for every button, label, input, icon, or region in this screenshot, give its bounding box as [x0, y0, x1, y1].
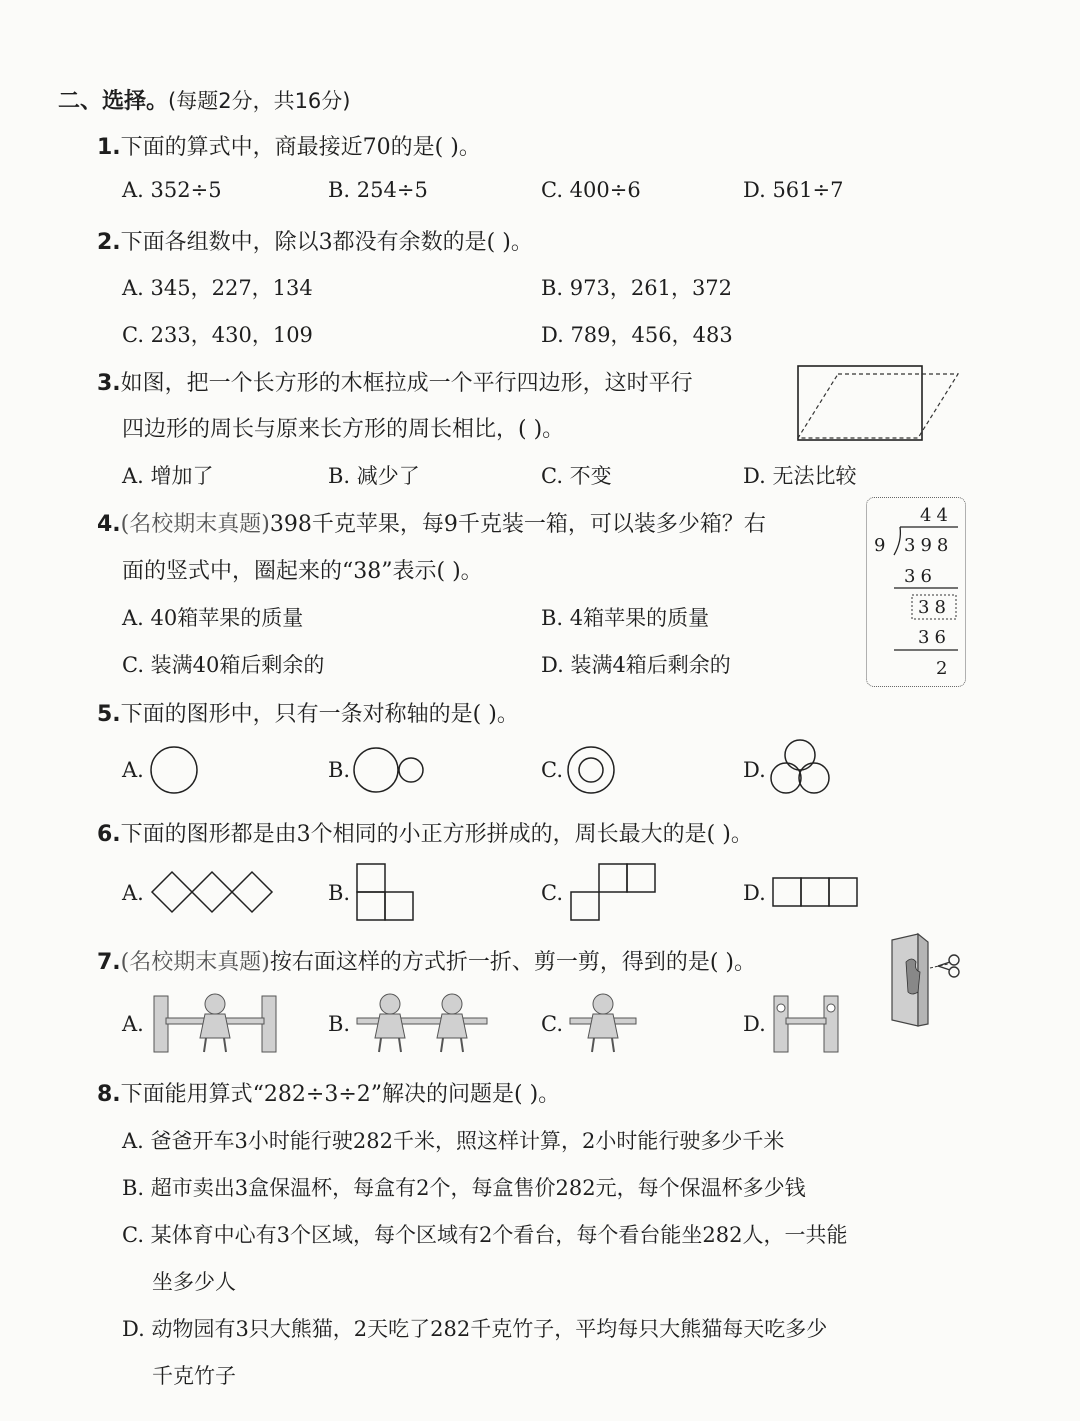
- question-text-line1: 如图，把一个长方形的木框拉成一个平行四边形，这时平行: [120, 371, 693, 396]
- source-tag: (名校期末真题): [120, 950, 270, 975]
- question-3: [97, 366, 693, 397]
- question-text-line2: 面的竖式中，圈起来的“38”表示( )。: [122, 559, 483, 584]
- section-title: 二、选择。: [58, 89, 169, 114]
- q5-option-d[interactable]: D.: [743, 758, 766, 782]
- question-4: [97, 507, 766, 538]
- question-text: 下面的算式中，商最接近70的是( )。: [120, 135, 481, 160]
- three-circles-figure: [770, 738, 832, 800]
- row-squares-figure: [771, 876, 861, 910]
- q8-option-c-continued: 坐多少人: [152, 1270, 236, 1294]
- division-remainder: 2: [936, 658, 948, 679]
- question-text: 按右面这样的方式折一折、剪一剪，得到的是( )。: [269, 950, 757, 975]
- q3-option-b[interactable]: B. 减少了: [328, 464, 420, 488]
- q6-option-c[interactable]: C.: [541, 881, 563, 905]
- q7-option-b[interactable]: B.: [328, 1012, 351, 1036]
- q4-option-a[interactable]: A. 40箱苹果的质量: [122, 606, 304, 630]
- question-6: [97, 817, 753, 848]
- folded-paper-scissors-figure: [888, 932, 968, 1032]
- q8-option-a[interactable]: A. 爸爸开车3小时能行驶282千米，照这样计算，2小时能行驶多少千米: [122, 1129, 785, 1153]
- division-divisor: 9: [874, 535, 886, 556]
- two-circles-figure: [352, 745, 432, 795]
- q7-option-d[interactable]: D.: [743, 1012, 766, 1036]
- q4-option-b[interactable]: B. 4箱苹果的质量: [541, 606, 710, 630]
- question-number: 8.: [97, 1082, 121, 1107]
- q8-option-d-continued: 千克竹子: [152, 1364, 236, 1388]
- question-number: 2.: [97, 230, 121, 255]
- step-squares-figure: [569, 862, 659, 922]
- rectangle-parallelogram-figure: [790, 362, 965, 444]
- question-5: [97, 697, 519, 728]
- q8-option-d[interactable]: D. 动物园有3只大熊猫，2天吃了282千克竹子，平均每只大熊猫每天吃多少: [122, 1317, 828, 1341]
- section-note: (每题2分，共16分): [168, 89, 351, 113]
- q1-option-c[interactable]: C. 400÷6: [541, 178, 641, 202]
- q1-option-b[interactable]: B. 254÷5: [328, 178, 428, 202]
- q8-option-b[interactable]: B. 超市卖出3盒保温杯，每盒有2个，每盒售价282元，每个保温杯多少钱: [122, 1176, 806, 1200]
- q2-option-c[interactable]: C. 233，430，109: [122, 323, 313, 347]
- q6-option-a[interactable]: A.: [122, 881, 144, 905]
- q7-option-c[interactable]: C.: [541, 1012, 563, 1036]
- division-quotient: 44: [920, 505, 953, 526]
- question-text: 下面的图形都是由3个相同的小正方形拼成的，周长最大的是( )。: [120, 822, 753, 847]
- section-heading: [58, 84, 350, 115]
- q2-option-b[interactable]: B. 973，261，372: [541, 276, 733, 300]
- question-7: [97, 945, 756, 976]
- q3-option-a[interactable]: A. 增加了: [122, 464, 214, 488]
- q8-option-c[interactable]: C. 某体育中心有3个区域，每个区域有2个看台，每个看台能坐282人，一共能: [122, 1223, 848, 1247]
- q7-option-a[interactable]: A.: [122, 1012, 144, 1036]
- question-text-line2: 四边形的周长与原来长方形的周长相比，( )。: [122, 417, 565, 442]
- paper-cut-a-figure: [150, 990, 285, 1058]
- question-8: [97, 1077, 560, 1108]
- q3-option-d[interactable]: D. 无法比较: [743, 464, 857, 488]
- diagonal-squares-figure: [150, 868, 275, 918]
- question-text: 下面能用算式“282÷3÷2”解决的问题是( )。: [120, 1082, 561, 1107]
- question-text: 下面各组数中，除以3都没有余数的是( )。: [120, 230, 533, 255]
- q1-option-a[interactable]: A. 352÷5: [122, 178, 222, 202]
- question-number: 3.: [97, 371, 121, 396]
- question-text: 下面的图形中，只有一条对称轴的是( )。: [120, 702, 519, 727]
- question-1: [97, 130, 481, 161]
- division-circled-38: 38: [918, 597, 951, 618]
- q5-option-a[interactable]: A.: [122, 758, 144, 782]
- q6-option-d[interactable]: D.: [743, 881, 766, 905]
- division-step1: 36: [904, 566, 937, 587]
- q1-option-d[interactable]: D. 561÷7: [743, 178, 844, 202]
- q5-option-c[interactable]: C.: [541, 758, 563, 782]
- q2-option-d[interactable]: D. 789，456，483: [541, 323, 733, 347]
- q4-option-d[interactable]: D. 装满4箱后剩余的: [541, 653, 731, 677]
- question-number: 7.: [97, 950, 121, 975]
- q3-option-c[interactable]: C. 不变: [541, 464, 612, 488]
- paper-cut-c-figure: [568, 990, 638, 1058]
- concentric-circles-figure: [566, 745, 618, 795]
- q4-option-c[interactable]: C. 装满40箱后剩余的: [122, 653, 325, 677]
- question-number: 4.: [97, 512, 121, 537]
- l-shape-squares-figure: [355, 862, 415, 922]
- source-tag: (名校期末真题): [120, 512, 270, 537]
- question-text-line1: 398千克苹果，每9千克装一箱，可以装多少箱？右: [269, 512, 766, 537]
- q5-option-b[interactable]: B.: [328, 758, 351, 782]
- single-circle-figure: [150, 745, 200, 795]
- q6-option-b[interactable]: B.: [328, 881, 351, 905]
- question-number: 5.: [97, 702, 121, 727]
- question-number: 1.: [97, 135, 121, 160]
- division-dividend: 398: [904, 535, 954, 556]
- question-2: [97, 225, 533, 256]
- paper-cut-d-figure: [772, 990, 842, 1058]
- q2-option-a[interactable]: A. 345，227，134: [122, 276, 313, 300]
- paper-cut-b-figure: [355, 990, 490, 1058]
- division-step2: 36: [918, 627, 951, 648]
- question-number: 6.: [97, 822, 121, 847]
